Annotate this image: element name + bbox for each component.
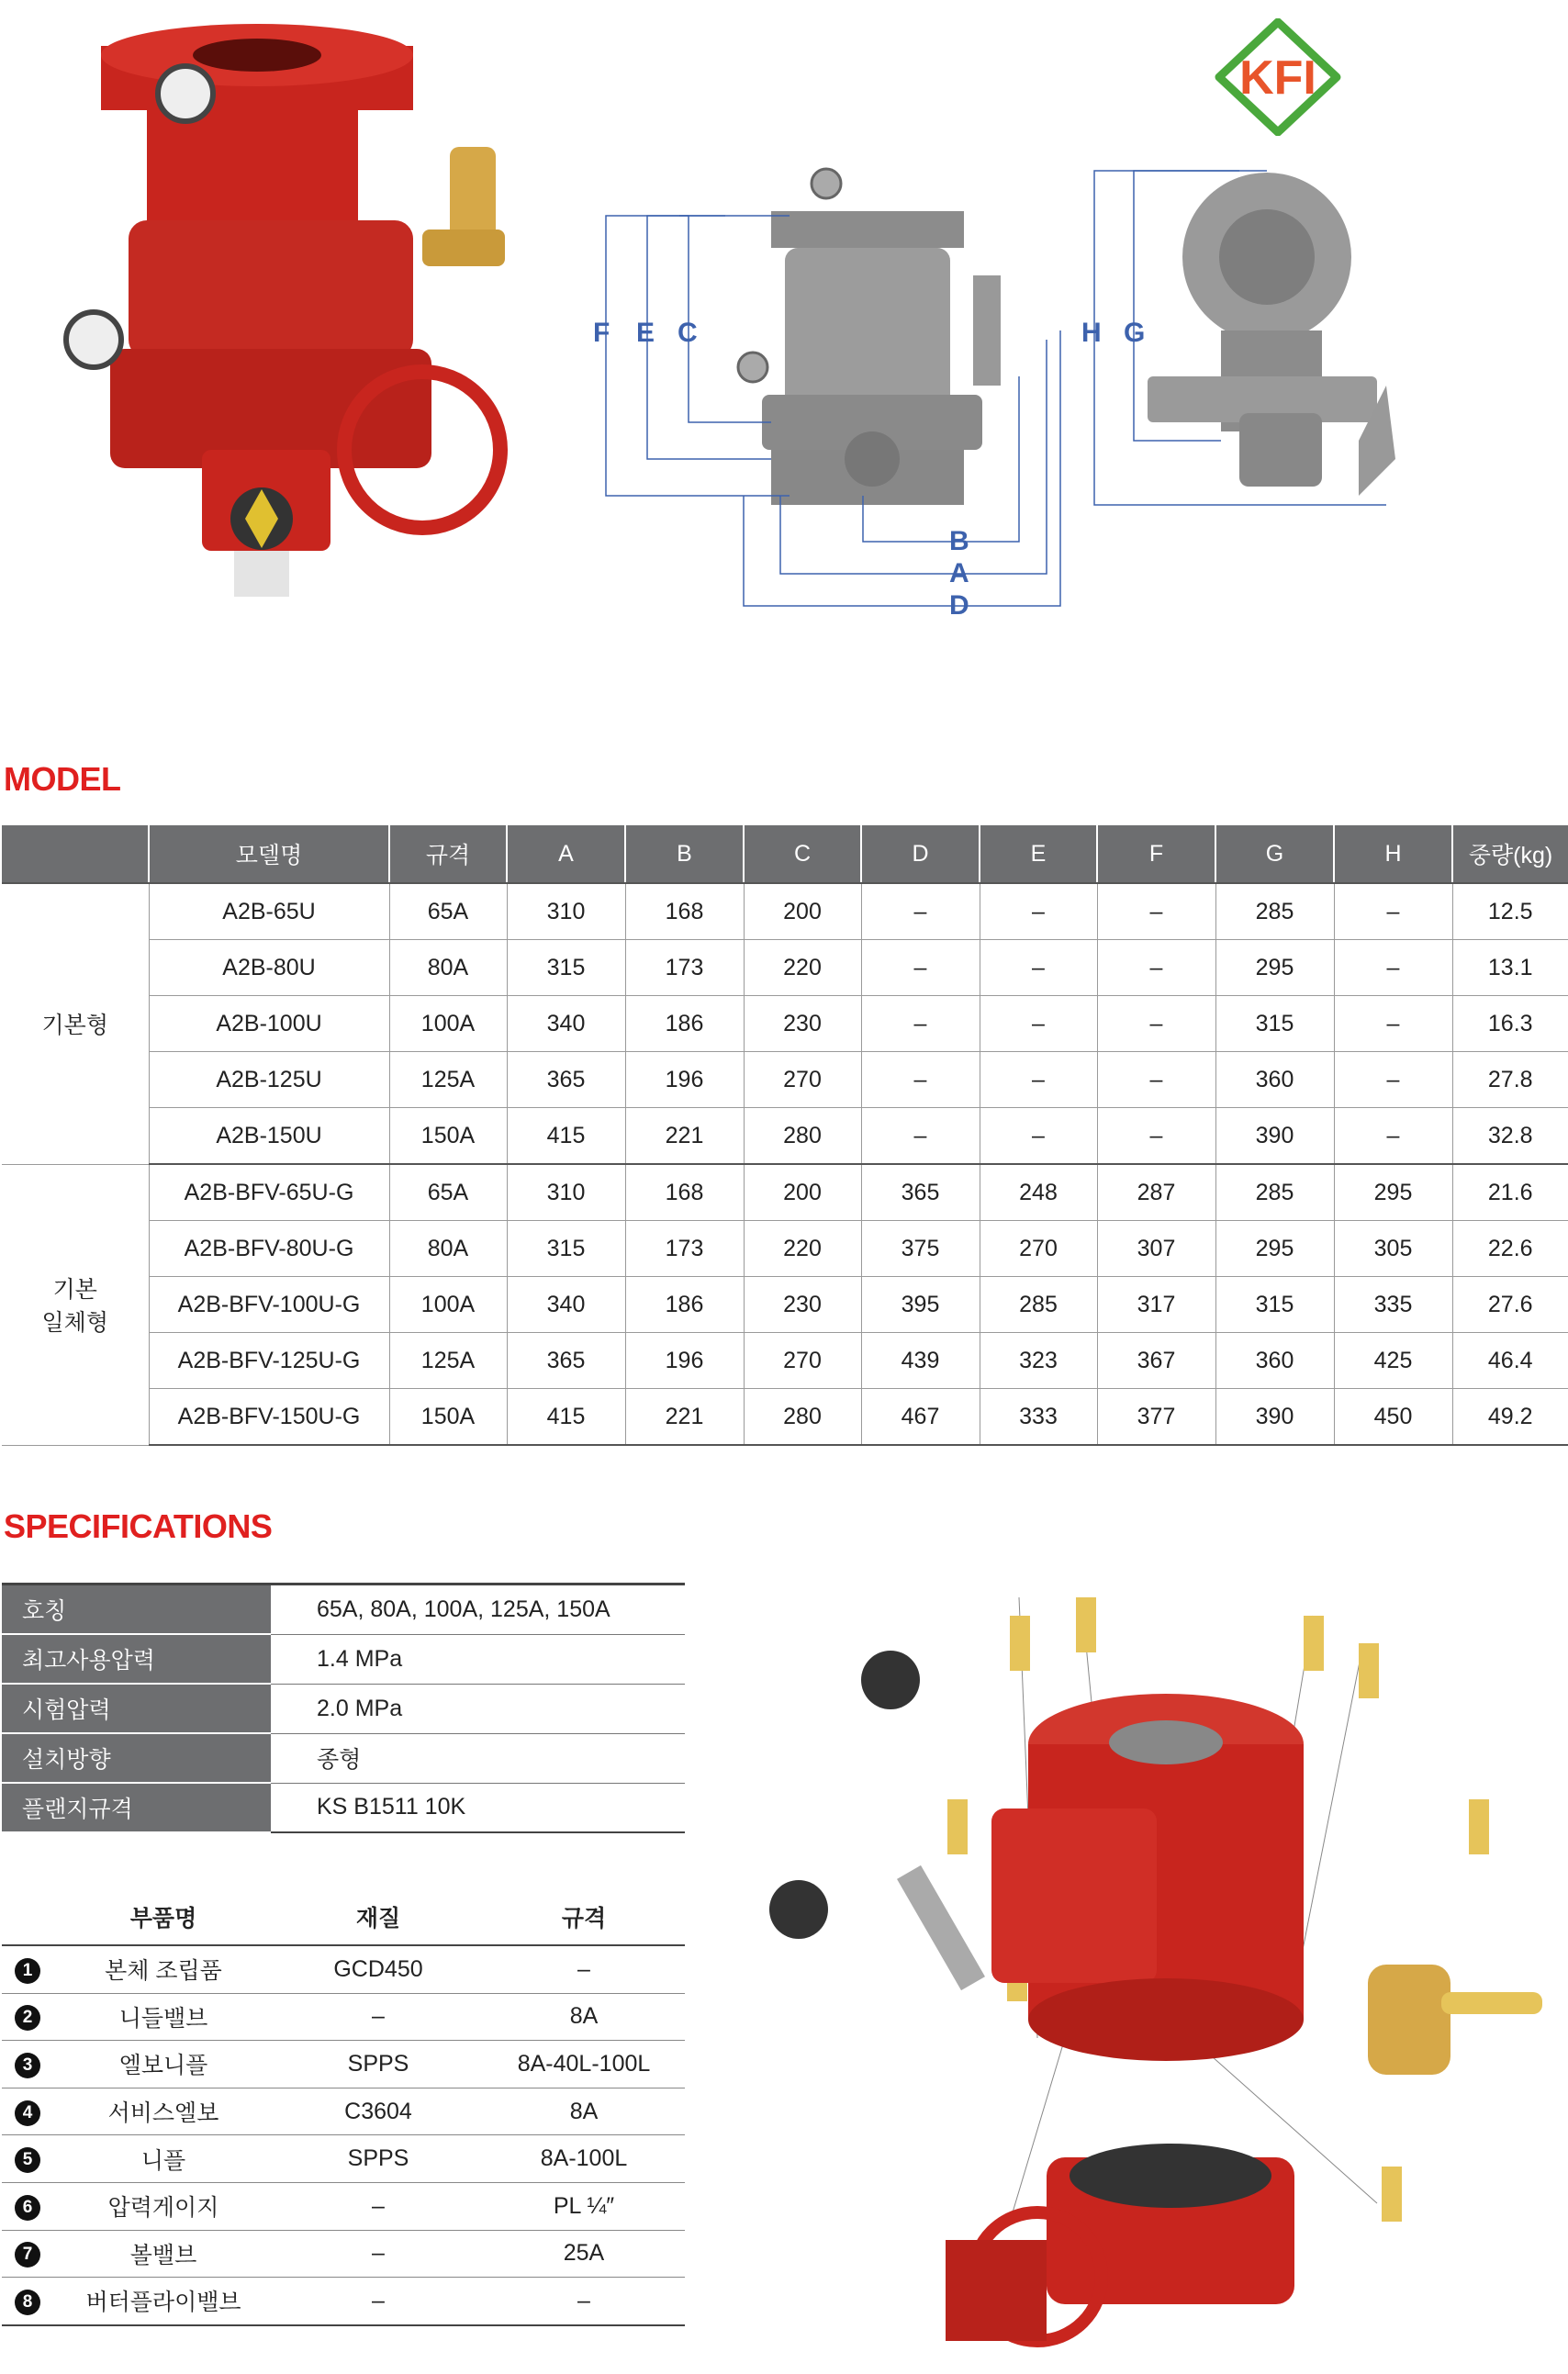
dim-label-e: E	[636, 318, 655, 348]
table-cell: –	[1097, 1108, 1215, 1165]
spec-value: 2.0 MPa	[271, 1684, 685, 1733]
table-cell: 365	[507, 1333, 625, 1389]
table-cell: 100A	[389, 996, 507, 1052]
col-header-spec: 규격	[483, 1889, 685, 1945]
table-cell: 310	[507, 883, 625, 940]
table-cell: 270	[744, 1052, 861, 1108]
part-material: –	[274, 2278, 483, 2325]
part-number-badge: 7	[15, 2242, 40, 2268]
table-cell: 49.2	[1452, 1389, 1568, 1446]
table-cell: –	[980, 1052, 1097, 1108]
table-cell: 295	[1215, 940, 1334, 996]
part-number-cell	[2, 2278, 53, 2325]
table-cell: 280	[744, 1108, 861, 1165]
table-cell: 323	[980, 1333, 1097, 1389]
col-header-a: A	[507, 825, 625, 883]
table-row	[2, 1108, 1568, 1165]
table-cell: 280	[744, 1389, 861, 1446]
table-cell: 100A	[389, 1277, 507, 1333]
table-row	[2, 1164, 1568, 1221]
group-label	[2, 1164, 149, 1445]
table-cell: 248	[980, 1164, 1097, 1221]
table-cell: 186	[625, 996, 744, 1052]
part-name: 니들밸브	[53, 1993, 274, 2041]
table-cell: –	[980, 940, 1097, 996]
table-cell: –	[1334, 940, 1452, 996]
table-cell: 80A	[389, 940, 507, 996]
table-cell: 270	[744, 1333, 861, 1389]
exploded-view-illustration	[734, 1561, 1561, 2368]
table-cell: 335	[1334, 1277, 1452, 1333]
table-row	[2, 1052, 1568, 1108]
table-cell: 390	[1215, 1389, 1334, 1446]
col-header-size: 규격	[389, 825, 507, 883]
model-name-cell: A2B-80U	[149, 940, 389, 996]
table-row	[2, 1333, 1568, 1389]
dim-label-g: G	[1124, 318, 1146, 348]
table-cell: 27.8	[1452, 1052, 1568, 1108]
table-cell: 196	[625, 1052, 744, 1108]
part-material: –	[274, 2230, 483, 2278]
table-cell: 285	[1215, 883, 1334, 940]
model-heading: MODEL	[4, 760, 121, 798]
table-row	[2, 883, 1568, 940]
table-cell: 16.3	[1452, 996, 1568, 1052]
model-table-header	[2, 825, 1568, 883]
table-cell: 360	[1215, 1333, 1334, 1389]
model-name-cell: A2B-BFV-65U-G	[149, 1164, 389, 1221]
table-cell: –	[861, 940, 980, 996]
spec-row	[2, 1585, 685, 1635]
table-cell: 200	[744, 883, 861, 940]
table-cell: 310	[507, 1164, 625, 1221]
part-name: 볼밸브	[53, 2230, 274, 2278]
table-cell: 315	[1215, 1277, 1334, 1333]
col-header-e: E	[980, 825, 1097, 883]
part-spec: 25A	[483, 2230, 685, 2278]
table-cell: 285	[980, 1277, 1097, 1333]
part-number-cell	[2, 2041, 53, 2088]
table-cell: 333	[980, 1389, 1097, 1446]
table-cell: 295	[1215, 1221, 1334, 1277]
table-cell: 65A	[389, 1164, 507, 1221]
table-cell: –	[980, 883, 1097, 940]
part-name: 버터플라이밸브	[53, 2278, 274, 2325]
table-cell: –	[1334, 1108, 1452, 1165]
table-cell: 221	[625, 1108, 744, 1165]
parts-row	[2, 2088, 685, 2135]
table-cell: 27.6	[1452, 1277, 1568, 1333]
kfi-logo-text: KFI	[1239, 51, 1316, 105]
table-cell: 390	[1215, 1108, 1334, 1165]
part-number-badge: 4	[15, 2100, 40, 2126]
col-header-d: D	[861, 825, 980, 883]
part-number-cell	[2, 1945, 53, 1993]
parts-row	[2, 2182, 685, 2230]
part-material: –	[274, 1993, 483, 2041]
part-name: 서비스엘보	[53, 2088, 274, 2135]
model-table	[2, 825, 1568, 1446]
parts-row	[2, 1993, 685, 2041]
col-header-h: H	[1334, 825, 1452, 883]
table-cell: 367	[1097, 1333, 1215, 1389]
table-cell: –	[1097, 1052, 1215, 1108]
table-row	[2, 940, 1568, 996]
table-cell: –	[1097, 996, 1215, 1052]
part-spec: –	[483, 1945, 685, 1993]
table-cell: 168	[625, 1164, 744, 1221]
part-name: 압력게이지	[53, 2182, 274, 2230]
col-header-f: F	[1097, 825, 1215, 883]
table-cell: 80A	[389, 1221, 507, 1277]
model-name-cell: A2B-BFV-80U-G	[149, 1221, 389, 1277]
parts-table-header	[2, 1889, 685, 1945]
part-number-badge: 2	[15, 2005, 40, 2031]
part-spec: –	[483, 2278, 685, 2325]
table-cell: 220	[744, 1221, 861, 1277]
spec-value: 65A, 80A, 100A, 125A, 150A	[271, 1585, 685, 1635]
table-cell: 200	[744, 1164, 861, 1221]
table-cell: 32.8	[1452, 1108, 1568, 1165]
table-cell: 125A	[389, 1333, 507, 1389]
table-cell: 150A	[389, 1389, 507, 1446]
table-cell: 315	[507, 940, 625, 996]
table-cell: 285	[1215, 1164, 1334, 1221]
table-cell: 46.4	[1452, 1333, 1568, 1389]
part-name: 니플	[53, 2135, 274, 2183]
group-label: 기본형	[2, 883, 149, 1164]
table-cell: 230	[744, 996, 861, 1052]
table-cell: 317	[1097, 1277, 1215, 1333]
table-cell: –	[1334, 996, 1452, 1052]
spec-value: 종형	[271, 1733, 685, 1783]
part-number-cell	[2, 2230, 53, 2278]
model-name-cell: A2B-150U	[149, 1108, 389, 1165]
spec-value: 1.4 MPa	[271, 1634, 685, 1684]
table-cell: 12.5	[1452, 883, 1568, 940]
dim-label-f: F	[593, 318, 610, 348]
table-cell: 173	[625, 1221, 744, 1277]
model-name-cell: A2B-100U	[149, 996, 389, 1052]
spec-key: 플랜지규격	[2, 1783, 271, 1832]
table-cell: 467	[861, 1389, 980, 1446]
table-cell: 377	[1097, 1389, 1215, 1446]
table-cell: 186	[625, 1277, 744, 1333]
table-cell: 65A	[389, 883, 507, 940]
part-number-cell	[2, 2182, 53, 2230]
part-material: –	[274, 2182, 483, 2230]
spec-row	[2, 1783, 685, 1832]
part-spec: 8A	[483, 2088, 685, 2135]
dim-label-b: B	[949, 526, 969, 556]
part-number-cell	[2, 1993, 53, 2041]
table-cell: 220	[744, 940, 861, 996]
table-cell: 415	[507, 1389, 625, 1446]
spec-key: 설치방향	[2, 1733, 271, 1783]
table-cell: 315	[1215, 996, 1334, 1052]
part-spec: 8A	[483, 1993, 685, 2041]
table-cell: 125A	[389, 1052, 507, 1108]
part-number-badge: 1	[15, 1958, 40, 1984]
table-row	[2, 1389, 1568, 1446]
model-name-cell: A2B-BFV-100U-G	[149, 1277, 389, 1333]
part-spec: 8A-100L	[483, 2135, 685, 2183]
col-header	[2, 825, 149, 883]
part-spec: PL ¼″	[483, 2182, 685, 2230]
table-cell: –	[861, 1108, 980, 1165]
table-cell: 173	[625, 940, 744, 996]
part-number-badge: 6	[15, 2195, 40, 2221]
table-cell: 375	[861, 1221, 980, 1277]
table-cell: 395	[861, 1277, 980, 1333]
parts-row	[2, 1945, 685, 1993]
kfi-certification-logo	[1214, 18, 1342, 136]
part-material: GCD450	[274, 1945, 483, 1993]
col-header-b: B	[625, 825, 744, 883]
table-cell: 340	[507, 996, 625, 1052]
table-cell: –	[861, 996, 980, 1052]
col-header-weight: 중량(kg)	[1452, 825, 1568, 883]
part-number-badge: 5	[15, 2147, 40, 2173]
specifications-heading: SPECIFICATIONS	[4, 1507, 273, 1545]
table-cell: 196	[625, 1333, 744, 1389]
table-cell: 415	[507, 1108, 625, 1165]
table-cell: 365	[861, 1164, 980, 1221]
specifications-table	[2, 1583, 685, 1833]
table-cell: 365	[507, 1052, 625, 1108]
table-cell: –	[980, 996, 1097, 1052]
table-cell: 150A	[389, 1108, 507, 1165]
spec-row	[2, 1634, 685, 1684]
table-cell: 305	[1334, 1221, 1452, 1277]
table-cell: –	[980, 1108, 1097, 1165]
part-number-cell	[2, 2088, 53, 2135]
model-name-cell: A2B-125U	[149, 1052, 389, 1108]
dim-label-h: H	[1081, 318, 1102, 348]
part-spec: 8A-40L-100L	[483, 2041, 685, 2088]
parts-row	[2, 2135, 685, 2183]
table-cell: 360	[1215, 1052, 1334, 1108]
table-cell: 307	[1097, 1221, 1215, 1277]
table-cell: –	[861, 883, 980, 940]
table-cell: –	[1334, 883, 1452, 940]
part-material: C3604	[274, 2088, 483, 2135]
table-cell: 13.1	[1452, 940, 1568, 996]
model-name-cell: A2B-65U	[149, 883, 389, 940]
dim-label-a: A	[949, 558, 969, 588]
dim-label-d: D	[949, 590, 969, 621]
group-label-line: 기본	[52, 1277, 97, 1303]
table-cell: 295	[1334, 1164, 1452, 1221]
part-name: 본체 조립품	[53, 1945, 274, 1993]
dim-label-c: C	[678, 318, 698, 348]
table-cell: 439	[861, 1333, 980, 1389]
spec-value: KS B1511 10K	[271, 1783, 685, 1832]
part-material: SPPS	[274, 2135, 483, 2183]
col-header-part-name: 부품명	[53, 1889, 274, 1945]
part-material: SPPS	[274, 2041, 483, 2088]
table-cell: –	[1334, 1052, 1452, 1108]
spec-row	[2, 1684, 685, 1733]
col-header-g: G	[1215, 825, 1334, 883]
col-header-model-name: 모델명	[149, 825, 389, 883]
table-cell: 21.6	[1452, 1164, 1568, 1221]
group-label-line: 일체형	[41, 1310, 108, 1336]
part-name: 엘보니플	[53, 2041, 274, 2088]
table-cell: 270	[980, 1221, 1097, 1277]
dimension-diagram-front	[588, 156, 1083, 633]
table-cell: –	[1097, 940, 1215, 996]
spec-key: 최고사용압력	[2, 1634, 271, 1684]
model-name-cell: A2B-BFV-150U-G	[149, 1389, 389, 1446]
parts-row	[2, 2278, 685, 2325]
table-cell: 315	[507, 1221, 625, 1277]
model-name-cell: A2B-BFV-125U-G	[149, 1333, 389, 1389]
parts-row	[2, 2041, 685, 2088]
table-row	[2, 1277, 1568, 1333]
table-cell: 287	[1097, 1164, 1215, 1221]
part-number-badge: 3	[15, 2053, 40, 2078]
product-photo	[18, 18, 551, 624]
table-cell: –	[861, 1052, 980, 1108]
parts-table	[2, 1889, 685, 2326]
table-cell: 450	[1334, 1389, 1452, 1446]
table-cell: 230	[744, 1277, 861, 1333]
table-row	[2, 1221, 1568, 1277]
table-cell: 168	[625, 883, 744, 940]
table-cell: –	[1097, 883, 1215, 940]
col-header-material: 재질	[274, 1889, 483, 1945]
parts-row	[2, 2230, 685, 2278]
part-number-cell	[2, 2135, 53, 2183]
table-cell: 22.6	[1452, 1221, 1568, 1277]
spec-row	[2, 1733, 685, 1783]
table-cell: 425	[1334, 1333, 1452, 1389]
table-row	[2, 996, 1568, 1052]
spec-key: 시험압력	[2, 1684, 271, 1733]
col-header-c: C	[744, 825, 861, 883]
spec-key: 호칭	[2, 1585, 271, 1635]
table-cell: 221	[625, 1389, 744, 1446]
part-number-badge: 8	[15, 2290, 40, 2315]
table-cell: 340	[507, 1277, 625, 1333]
